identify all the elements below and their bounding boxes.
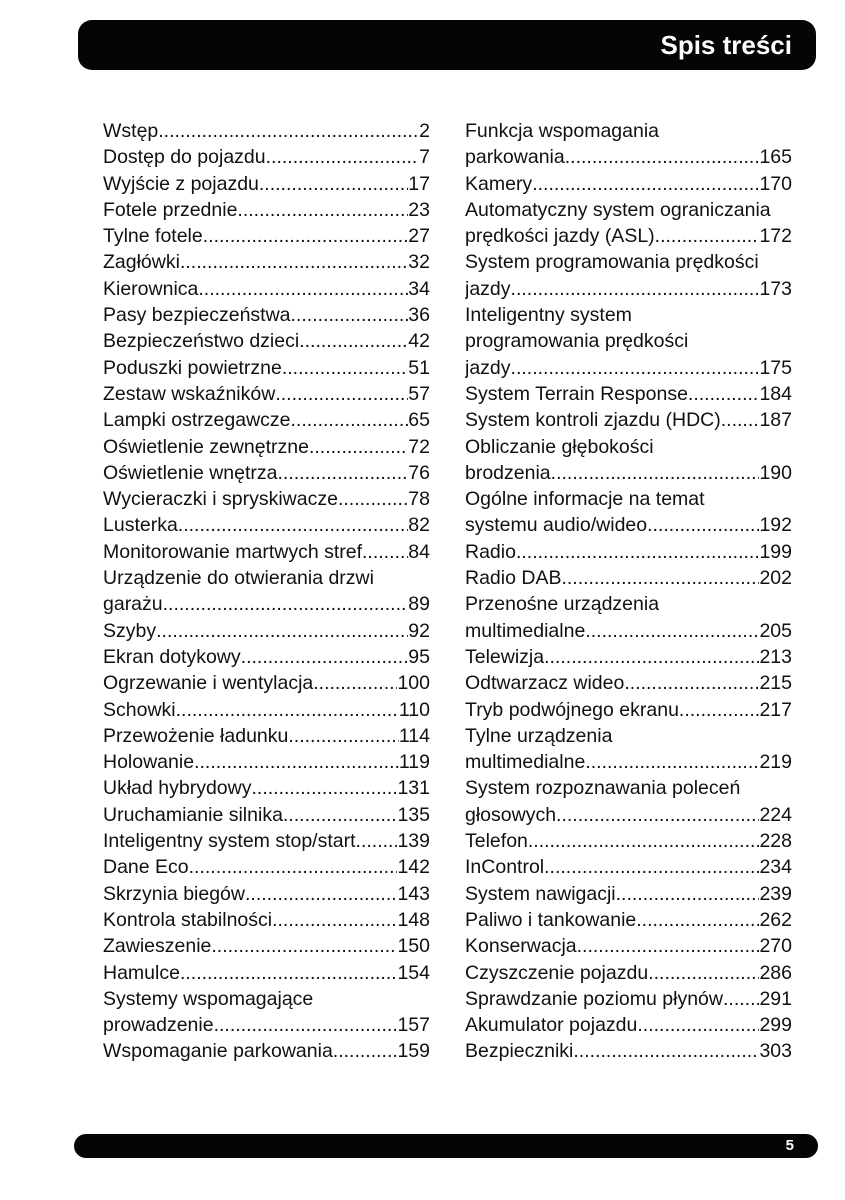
- toc-entry-page: 303: [759, 1040, 792, 1063]
- toc-entry-title: Zestaw wskaźników: [103, 382, 276, 405]
- toc-entry-title: Radio: [465, 540, 516, 563]
- toc-entry-title: multimedialne: [465, 619, 586, 642]
- toc-entry-page: 84: [408, 540, 430, 563]
- toc-entry-page: 173: [759, 277, 792, 300]
- toc-entry-title-line: Przenośne urządzenia: [465, 593, 660, 616]
- toc-entry-title: Przewożenie ładunku: [103, 724, 289, 747]
- toc-entry-title: jazdy: [465, 356, 511, 379]
- toc-entry[interactable]: [103, 986, 430, 1039]
- toc-entry-page: 215: [759, 672, 792, 695]
- toc-entry[interactable]: [103, 434, 430, 460]
- dot-leader: [723, 986, 759, 1012]
- toc-entry-page: 157: [397, 1014, 430, 1037]
- toc-entry-title: Zagłówki: [103, 251, 180, 274]
- toc-entry[interactable]: [103, 933, 430, 959]
- dot-leader: [156, 618, 408, 644]
- dot-leader: [178, 512, 409, 538]
- dot-leader: [721, 407, 760, 433]
- toc-entry-title: Tylne fotele: [103, 225, 203, 248]
- toc-entry[interactable]: [465, 723, 792, 776]
- toc-entry-title-line: Systemy wspomagające: [103, 987, 314, 1010]
- toc-entry-title: Bezpieczeństwo dzieci: [103, 330, 300, 353]
- toc-entry-page: 131: [397, 777, 430, 800]
- toc-entry[interactable]: [103, 723, 430, 749]
- toc-entry-page: 170: [759, 172, 792, 195]
- toc-entry-title: Hamulce: [103, 961, 180, 984]
- toc-entry-title-line: Inteligentny system: [465, 304, 632, 327]
- toc-entry-title-line: Funkcja wspomagania: [465, 120, 660, 142]
- toc-entry[interactable]: [103, 512, 430, 538]
- toc-entry-title: garażu: [103, 593, 163, 616]
- toc-entry[interactable]: [465, 670, 792, 696]
- toc-entry-title: Monitorowanie martwych stref: [103, 540, 363, 563]
- dot-leader: [688, 381, 760, 407]
- dot-leader: [194, 749, 399, 775]
- toc-entry[interactable]: [465, 697, 792, 723]
- toc-column-left: [103, 118, 430, 1065]
- dot-leader: [272, 907, 397, 933]
- dot-leader: [565, 144, 760, 170]
- toc-entry[interactable]: [465, 407, 792, 433]
- dot-leader: [544, 644, 759, 670]
- dot-leader: [211, 933, 397, 959]
- dot-leader: [585, 618, 759, 644]
- page-title: Spis treści: [660, 30, 792, 60]
- toc-entry[interactable]: [103, 828, 430, 854]
- toc-entry-title: Dostęp do pojazdu: [103, 146, 266, 169]
- toc-entry-page: 270: [759, 935, 792, 958]
- toc-entry-page: 57: [408, 382, 430, 405]
- toc-entry-page: 148: [397, 908, 430, 931]
- toc-entry-page: 92: [408, 619, 430, 642]
- toc-entry-page: 114: [398, 724, 430, 747]
- toc-entry[interactable]: [465, 197, 792, 250]
- toc-entry-title: InControl: [465, 856, 545, 879]
- dot-leader: [561, 565, 759, 591]
- toc-entry-page: 192: [759, 514, 792, 537]
- toc-entry-page: 154: [397, 961, 430, 984]
- toc-entry-page: 32: [408, 251, 430, 274]
- toc-entry-title: systemu audio/wideo: [465, 514, 648, 537]
- toc-entry[interactable]: [465, 565, 792, 591]
- dot-leader: [245, 881, 397, 907]
- dot-leader: [237, 197, 408, 223]
- toc-entry[interactable]: [465, 539, 792, 565]
- toc-entry-title: parkowania: [465, 146, 565, 169]
- toc-entry[interactable]: [103, 749, 430, 775]
- toc-entry-page: 172: [759, 225, 792, 248]
- toc-entry-title: Wstęp: [103, 120, 159, 142]
- dot-leader: [647, 512, 759, 538]
- header-bar: [78, 20, 816, 70]
- toc-entry-title: Akumulator pojazdu: [465, 1014, 638, 1037]
- dot-leader: [655, 223, 760, 249]
- toc-entry-title: Wspomaganie parkowania: [103, 1040, 333, 1063]
- toc-entry-title: Czyszczenie pojazdu: [465, 961, 649, 984]
- toc-entry[interactable]: [465, 381, 792, 407]
- dot-leader: [299, 328, 408, 354]
- toc-entry-title: Oświetlenie zewnętrzne: [103, 435, 309, 458]
- toc-entry-title: Telewizja: [465, 645, 545, 668]
- toc-entry[interactable]: [103, 644, 430, 670]
- dot-leader: [338, 486, 408, 512]
- toc-entry-page: 142: [397, 856, 430, 879]
- toc-entry-title: Ekran dotykowy: [103, 645, 241, 668]
- toc-entry[interactable]: [103, 618, 430, 644]
- toc-entry-page: 139: [397, 830, 430, 853]
- toc-entry-title: Telefon: [465, 830, 528, 853]
- dot-leader: [616, 881, 760, 907]
- dot-leader: [163, 591, 409, 617]
- dot-leader: [637, 1012, 759, 1038]
- toc-entry-page: 150: [397, 935, 430, 958]
- toc-entry-page: 165: [759, 146, 792, 169]
- toc-entry-title: Fotele przednie: [103, 198, 238, 221]
- toc-entry[interactable]: [465, 907, 792, 933]
- dot-leader: [180, 960, 398, 986]
- toc-entry-page: 27: [408, 225, 430, 248]
- toc-entry[interactable]: [103, 670, 430, 696]
- toc-entry-page: 190: [759, 461, 792, 484]
- footer-bar: [74, 1134, 818, 1158]
- toc-entry[interactable]: [103, 355, 430, 381]
- toc-entry[interactable]: [465, 118, 792, 171]
- toc-entry-page: 82: [408, 514, 430, 537]
- toc-entry-title: Układ hybrydowy: [103, 777, 252, 800]
- toc-entry-page: 224: [759, 803, 792, 826]
- toc-entry[interactable]: [465, 854, 792, 880]
- toc-entry-page: 159: [397, 1040, 430, 1063]
- toc-entry-title-line: Tylne urządzenia: [465, 724, 613, 747]
- toc-entry-page: 135: [397, 803, 430, 826]
- toc-entry[interactable]: [465, 486, 792, 539]
- toc-entry-title-line: programowania prędkości: [465, 330, 689, 353]
- toc-entry[interactable]: [103, 907, 430, 933]
- dot-leader: [158, 118, 419, 144]
- dot-leader: [362, 539, 408, 565]
- toc-entry[interactable]: [103, 328, 430, 354]
- toc-entry-title: Schowki: [103, 698, 176, 721]
- dot-leader: [551, 460, 760, 486]
- dot-leader: [251, 775, 397, 801]
- toc-entry[interactable]: [103, 1038, 430, 1064]
- toc-entry-title: System kontroli zjazdu (HDC): [465, 409, 721, 432]
- toc-entry[interactable]: [103, 302, 430, 328]
- toc-entry-page: 205: [759, 619, 792, 642]
- toc-entry[interactable]: [103, 775, 430, 801]
- toc-entry-title: prędkości jazdy (ASL): [465, 225, 655, 248]
- toc-entry[interactable]: [103, 697, 430, 723]
- toc-entry-title: Zawieszenie: [103, 935, 212, 958]
- toc-entry-title: Tryb podwójnego ekranu: [465, 698, 679, 721]
- toc-entry[interactable]: [103, 407, 430, 433]
- toc-entry-page: 7: [419, 146, 430, 169]
- toc-entry-page: 199: [759, 540, 792, 563]
- dot-leader: [288, 723, 399, 749]
- toc-entry[interactable]: [465, 986, 792, 1012]
- toc-entry[interactable]: [103, 197, 430, 223]
- toc-entry-title: multimedialne: [465, 751, 586, 774]
- toc-entry-title: Kontrola stabilności: [103, 908, 273, 931]
- toc-entry-title: Radio DAB: [465, 567, 562, 590]
- dot-leader: [203, 223, 409, 249]
- dot-leader: [180, 249, 408, 275]
- toc-entry-title-line: Obliczanie głębokości: [465, 435, 654, 458]
- toc-entry-page: 100: [397, 672, 430, 695]
- toc-entry-page: 286: [759, 961, 792, 984]
- dot-leader: [266, 144, 420, 170]
- toc-entry-title: Wycieraczki i spryskiwacze: [103, 488, 338, 511]
- toc-entry-title-line: Automatyczny system ograniczania: [465, 198, 771, 221]
- toc-entry-title: Dane Eco: [103, 856, 189, 879]
- toc-entry[interactable]: [465, 171, 792, 197]
- toc-entry[interactable]: [465, 881, 792, 907]
- dot-leader: [291, 407, 409, 433]
- toc-entry-page: 262: [759, 908, 792, 931]
- dot-leader: [313, 670, 397, 696]
- toc-entry-page: 89: [408, 593, 430, 616]
- toc-entry-title: prowadzenie: [103, 1014, 214, 1037]
- dot-leader: [278, 460, 409, 486]
- toc-entry-title-line: Ogólne informacje na temat: [465, 488, 705, 511]
- toc-entry[interactable]: [465, 1012, 792, 1038]
- toc-entry-page: 299: [759, 1014, 792, 1037]
- toc-entry-page: 2: [419, 120, 430, 142]
- toc-entry-title: Szyby: [103, 619, 157, 642]
- dot-leader: [544, 854, 759, 880]
- dot-leader: [356, 828, 398, 854]
- toc-entry[interactable]: [465, 591, 792, 644]
- toc-entry[interactable]: [103, 249, 430, 275]
- toc-entry[interactable]: [465, 775, 792, 828]
- toc-entry-page: 72: [408, 435, 430, 458]
- toc-entry-title: Oświetlenie wnętrza: [103, 461, 278, 484]
- toc-entry-title: System nawigacji: [465, 882, 616, 905]
- toc-entry[interactable]: [465, 933, 792, 959]
- dot-leader: [511, 276, 760, 302]
- toc-entry-title: Uruchamianie silnika: [103, 803, 283, 826]
- toc-entry[interactable]: [103, 381, 430, 407]
- toc-entry[interactable]: [465, 828, 792, 854]
- toc-entry-page: 239: [759, 882, 792, 905]
- toc-entry-page: 51: [408, 356, 430, 379]
- toc-entry-page: 110: [398, 698, 430, 721]
- toc-entry-page: 78: [408, 488, 430, 511]
- dot-leader: [333, 1038, 398, 1064]
- dot-leader: [624, 670, 759, 696]
- toc-entry-page: 175: [759, 356, 792, 379]
- dot-leader: [176, 697, 399, 723]
- toc-entry-page: 76: [408, 461, 430, 484]
- toc-entry-page: 213: [759, 645, 792, 668]
- toc-entry[interactable]: [465, 249, 792, 302]
- toc-entry-title: Konserwacja: [465, 935, 577, 958]
- toc-entry[interactable]: [103, 486, 430, 512]
- toc-entry[interactable]: [103, 460, 430, 486]
- toc-entry-title: Kamery: [465, 172, 533, 195]
- toc-entry[interactable]: [103, 171, 430, 197]
- toc-entry-title: Bezpieczniki: [465, 1040, 574, 1063]
- toc-entry[interactable]: [465, 434, 792, 487]
- dot-leader: [532, 171, 759, 197]
- toc-entry-title: Odtwarzacz wideo: [465, 672, 625, 695]
- dot-leader: [275, 381, 408, 407]
- toc-entry-page: 184: [759, 382, 792, 405]
- dot-leader: [516, 539, 760, 565]
- toc-entry-title: Inteligentny system stop/start: [103, 830, 356, 853]
- toc-entry-page: 219: [759, 751, 792, 774]
- toc-entry[interactable]: [103, 854, 430, 880]
- toc-entry-title: Poduszki powietrzne: [103, 356, 282, 379]
- toc-entry[interactable]: [103, 223, 430, 249]
- toc-entry-page: 65: [408, 409, 430, 432]
- toc-entry-title: Paliwo i tankowanie: [465, 908, 637, 931]
- dot-leader: [573, 1038, 759, 1064]
- toc-entry-title: Holowanie: [103, 751, 195, 774]
- toc-entry[interactable]: [465, 960, 792, 986]
- page-number: 5: [785, 1137, 794, 1154]
- dot-leader: [528, 828, 760, 854]
- toc-entry-title: Lusterka: [103, 514, 178, 537]
- dot-leader: [636, 907, 759, 933]
- toc-entry-title: Wyjście z pojazdu: [103, 172, 259, 195]
- dot-leader: [679, 697, 760, 723]
- dot-leader: [189, 854, 398, 880]
- toc-entry-title: Sprawdzanie poziomu płynów: [465, 987, 723, 1010]
- toc-entry-title-line: System rozpoznawania poleceń: [465, 777, 741, 800]
- toc-entry[interactable]: [103, 881, 430, 907]
- dot-leader: [283, 802, 398, 828]
- toc-entry-title: Kierownica: [103, 277, 199, 300]
- toc-entry[interactable]: [103, 960, 430, 986]
- toc-entry[interactable]: [465, 302, 792, 381]
- toc-entry-page: 119: [398, 751, 430, 774]
- toc-entry-title: System Terrain Response: [465, 382, 688, 405]
- toc-entry-title-line: System programowania prędkości: [465, 251, 759, 274]
- toc-entry-title: Lampki ostrzegawcze: [103, 409, 291, 432]
- toc-entry-page: 36: [408, 304, 430, 327]
- dot-leader: [214, 1012, 398, 1038]
- toc-entry-page: 234: [759, 856, 792, 879]
- toc-entry[interactable]: [103, 539, 430, 565]
- toc-entry-page: 143: [397, 882, 430, 905]
- toc-entry-page: 95: [408, 645, 430, 668]
- toc-entry-title: jazdy: [465, 277, 511, 300]
- dot-leader: [241, 644, 409, 670]
- dot-leader: [648, 960, 759, 986]
- toc-entry-page: 17: [408, 172, 430, 195]
- toc-entry-page: 34: [408, 277, 430, 300]
- dot-leader: [291, 302, 409, 328]
- dot-leader: [511, 355, 760, 381]
- toc-entry-title: Pasy bezpieczeństwa: [103, 304, 291, 327]
- dot-leader: [198, 276, 408, 302]
- dot-leader: [282, 355, 408, 381]
- dot-leader: [259, 171, 408, 197]
- toc-entry-page: 42: [408, 330, 430, 353]
- toc-entry[interactable]: [103, 144, 430, 170]
- toc-entry-page: 202: [759, 567, 792, 590]
- toc-entry-page: 217: [759, 698, 792, 721]
- toc-entry-title: Skrzynia biegów: [103, 882, 245, 905]
- toc-entry[interactable]: [465, 1038, 792, 1064]
- toc-entry-page: 23: [408, 198, 430, 221]
- dot-leader: [577, 933, 760, 959]
- toc-entry-page: 228: [759, 830, 792, 853]
- toc-entry-title: brodzenia: [465, 461, 551, 484]
- toc-entry[interactable]: [103, 118, 430, 144]
- toc-entry-page: 291: [759, 987, 792, 1010]
- toc-entry[interactable]: [103, 802, 430, 828]
- dot-leader: [585, 749, 759, 775]
- toc-entry[interactable]: [103, 276, 430, 302]
- dot-leader: [556, 802, 759, 828]
- toc-entry[interactable]: [103, 565, 430, 618]
- toc-column-right: [465, 118, 792, 1065]
- toc-entry[interactable]: [465, 644, 792, 670]
- toc-entry-title-line: Urządzenie do otwierania drzwi: [103, 567, 374, 590]
- toc-entry-title: głosowych: [465, 803, 557, 826]
- toc-entry-page: 187: [759, 409, 792, 432]
- toc-entry-title: Ogrzewanie i wentylacja: [103, 672, 314, 695]
- dot-leader: [309, 434, 408, 460]
